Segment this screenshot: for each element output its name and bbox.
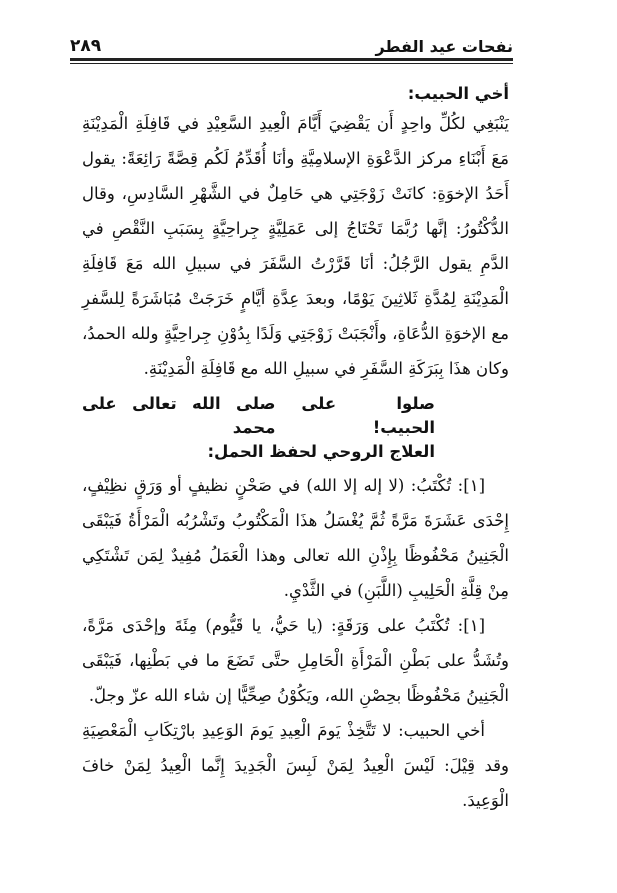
salawat-line — [82, 392, 435, 440]
book-title: نفحات عيد الفطر — [375, 37, 513, 56]
header-rule-thick — [70, 58, 513, 61]
remedy-heading: العلاج الروحي لحفظ الحمل: — [207, 442, 435, 461]
remedy-paragraph-1: [١]: تُكْتَبُ: (لا إله إلا الله) في صَحْنٍ نظيفٍ أو وَرَقٍ نظِيْفٍ، إِحْدَى عَشَرَةَ مَرَّةً ثُمَّ يُغْسَلُ هذَا الْمَكْتُوبُ وتَشْرُبُه الْمَرْأَةُ فَيَبْقَى الْجَنِينُ مَحْفُوظًا بِإِذْنِ الله تعالى وهذا الْعَمَلُ مُفِيدٌ لِمَن تَشْتَكِي مِنْ قِلَّةِ الْحَلِيبِ (اللَّبَنِ) في الثَّدْيِ. — [82, 476, 509, 600]
section-heading: أخي الحبيب: — [407, 84, 509, 103]
closing-paragraph: أخي الحبيب: لا تَتَّخِذْ يَومَ الْعِيدِ يَومَ الوَعِيدِ بارْتِكَابِ الْمَعْصِيَةِ وقد قِيْلَ: لَيْسَ الْعِيدُ لِمَنْ لَبِسَ الْجَدِيدَ إِنَّما الْعِيدُ لِمَنْ خافَ الْوَعِيدَ. — [82, 721, 509, 810]
header-rule-thin — [70, 63, 513, 64]
page-number: ٢٨٩ — [70, 36, 102, 56]
page-body — [82, 82, 509, 818]
salawat-response: صلى الله تعالى على محمد — [82, 394, 276, 437]
salawat-call: صلوا على الحبيب! — [301, 394, 435, 437]
story-paragraph: يَنْبَغِي لكُلِّ واحِدٍ أَن يَقْضِيَ أَيَّامَ الْعِيدِ السَّعِيْدِ في قَافِلَةِ الْمَدِيْنَةِ مَعَ أَبْنَاءِ مركز الدَّعْوَةِ الإسلامِيَّةِ وأنَا أُقَدِّمُ لَكُم قِصَّةً رَائِعَةً: يقول أَحَدُ الإخوَةِ: كانَتْ زَوْجَتِي هي حَامِلٌ في الشَّهْرِ السَّادِسِ، وقال الدُّكْتُورُ: إنَّها رُبَّمَا تَحْتَاجُ إلى عَمَلِيَّةٍ جِراحِيَّةٍ بِسَبَبِ النَّقْصِ في الدَّمِ يقول الرَّجُلُ: أنَا قَرَّرْتُ السَّفَرَ في سبيلِ الله مَعَ قَافِلَةِ الْمَدِيْنَةِ لِمُدَّةِ ثَلاثِينَ يَوْمًا، وبعدَ عِدَّةِ أيَّامٍ خَرَجَتْ مُبَاشَرَةً لِلسَّفرِ مع الإخوَةِ الدُّعَاةِ، وأَنْجَبَتْ زَوْجَتِي وَلَدًا بِدُوْنِ جِراحِيَّةٍ ولله الحمدُ، وكان هذَا بِبَرَكَةِ السَّفَرِ في سبيلِ الله مع قَافِلَةِ الْمَدِيْنَةِ. — [82, 114, 509, 378]
page-header — [70, 30, 513, 56]
remedy-paragraph-2: [١]: تُكْتَبُ على وَرَقَةٍ: (يا حَيُّ، يا قَيُّوم) مِئَةَ وإحْدَى مَرَّةً، وتُشَدُّ على بَطْنِ الْمَرْأَةِ الْحَامِلِ حتَّى تَضَعَ ما في بَطْنِها، فَيَبْقَى الْجَنِينُ مَحْفُوظًا بحِصْنِ الله، ويَكُوْنُ صِحِّيًّا إن شاء الله عزّ وجلّ. — [82, 616, 509, 705]
